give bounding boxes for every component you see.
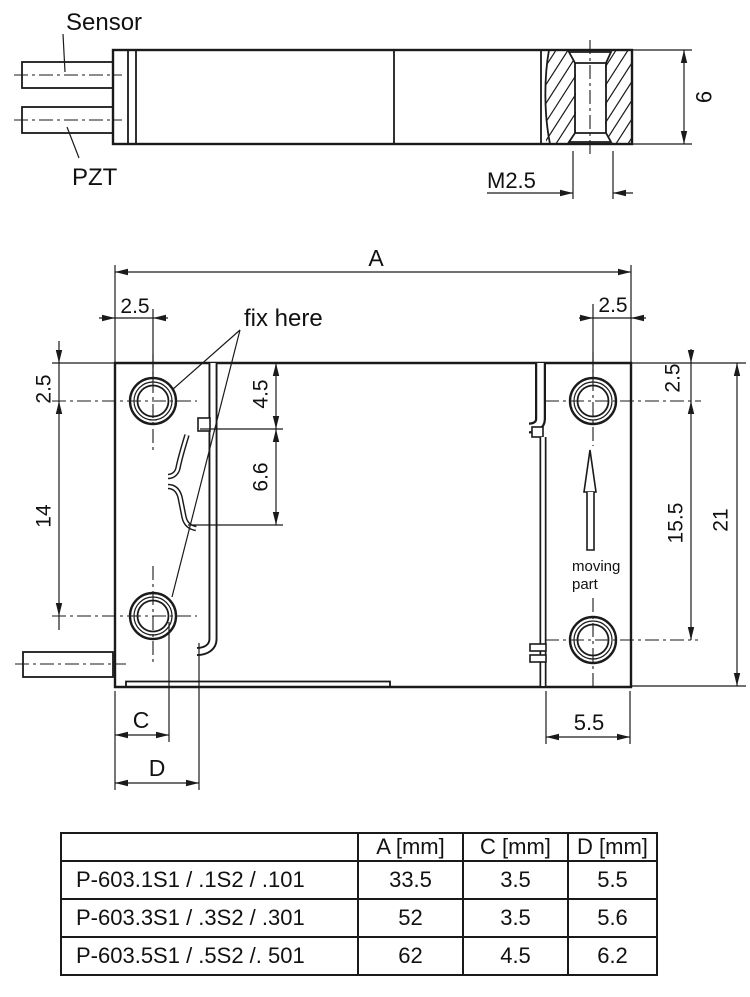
model-name: P-603.3S1 / .3S2 / .301 <box>61 899 358 937</box>
table-header-row <box>61 833 657 861</box>
flexure-hinge-cuts <box>168 435 196 529</box>
dim-25-tr-label: 2.5 <box>598 294 628 317</box>
value-c: 4.5 <box>463 937 568 975</box>
moving-part-label-1: moving <box>572 558 621 575</box>
header-d-mm: D [mm] <box>568 833 657 861</box>
value-d: 6.2 <box>568 937 657 975</box>
dimension-d <box>115 643 199 790</box>
pzt-leader <box>67 127 79 158</box>
kerf-tooth <box>530 644 546 651</box>
left-flexure-slot <box>197 363 213 652</box>
moving-part-label-2: part <box>572 576 598 593</box>
dim-c-label: C <box>132 707 150 733</box>
header-a-mm: A [mm] <box>358 833 463 861</box>
dim-155-label: 15.5 <box>664 502 688 544</box>
dimension-right-stack <box>631 349 746 686</box>
dim-25-left-label: 2.5 <box>32 374 56 404</box>
dimension-m25 <box>487 151 633 199</box>
model-name: P-603.5S1 / .5S2 /. 501 <box>61 937 358 975</box>
table-row <box>61 937 657 975</box>
dim-a-label: A <box>368 245 384 271</box>
hatching <box>480 44 692 150</box>
side-view <box>14 9 717 199</box>
dimension-25-top-right <box>579 294 646 377</box>
stage-body-side <box>113 50 632 144</box>
header-c-mm: C [mm] <box>463 833 568 861</box>
dim-25-tl-label: 2.5 <box>120 295 150 318</box>
header-model <box>61 833 358 861</box>
model-name: P-603.1S1 / .1S2 / .101 <box>61 861 358 899</box>
sensor-label: Sensor <box>66 9 143 36</box>
dim-d-label: D <box>148 755 166 781</box>
moving-direction-arrow <box>584 450 596 492</box>
dim-m25-label: M2.5 <box>487 168 536 193</box>
tapped-hole <box>569 40 611 154</box>
dim-14-label: 14 <box>32 504 56 528</box>
plan-view <box>15 245 746 790</box>
dimension-45-66 <box>188 363 283 525</box>
dim-45-label: 4.5 <box>249 379 273 409</box>
moving-part-annotation <box>572 450 620 593</box>
value-c: 3.5 <box>463 899 568 937</box>
value-c: 3.5 <box>463 861 568 899</box>
kerf-tooth <box>530 655 546 662</box>
value-a: 52 <box>358 899 463 937</box>
pzt-label: PZT <box>72 164 118 191</box>
dim-25-right-label: 2.5 <box>661 363 685 393</box>
dim-55-label: 5.5 <box>573 710 605 735</box>
fix-here-leader-1 <box>172 330 240 390</box>
dim-21-label: 21 <box>709 508 733 532</box>
fix-here-annotation <box>172 305 323 597</box>
value-a: 33.5 <box>358 861 463 899</box>
dim-6-label: 6 <box>691 90 717 104</box>
dimension-25-top-left <box>99 295 168 377</box>
value-d: 5.5 <box>568 861 657 899</box>
table-row <box>61 899 657 937</box>
fix-here-leader-2 <box>172 330 240 597</box>
spec-table <box>60 832 658 976</box>
value-d: 5.6 <box>568 899 657 937</box>
dimension-a <box>115 245 631 363</box>
hole-top-right <box>570 378 616 424</box>
fix-here-label: fix here <box>244 305 323 332</box>
hole-bottom-right <box>570 617 616 663</box>
dim-66-label: 6.6 <box>249 462 273 492</box>
table-row <box>61 861 657 899</box>
dimension-6 <box>632 50 717 144</box>
dimension-55 <box>546 691 630 744</box>
dimension-25-14-left <box>33 341 116 630</box>
value-a: 62 <box>358 937 463 975</box>
sensor-leader <box>63 34 65 72</box>
right-kerf <box>529 363 546 686</box>
